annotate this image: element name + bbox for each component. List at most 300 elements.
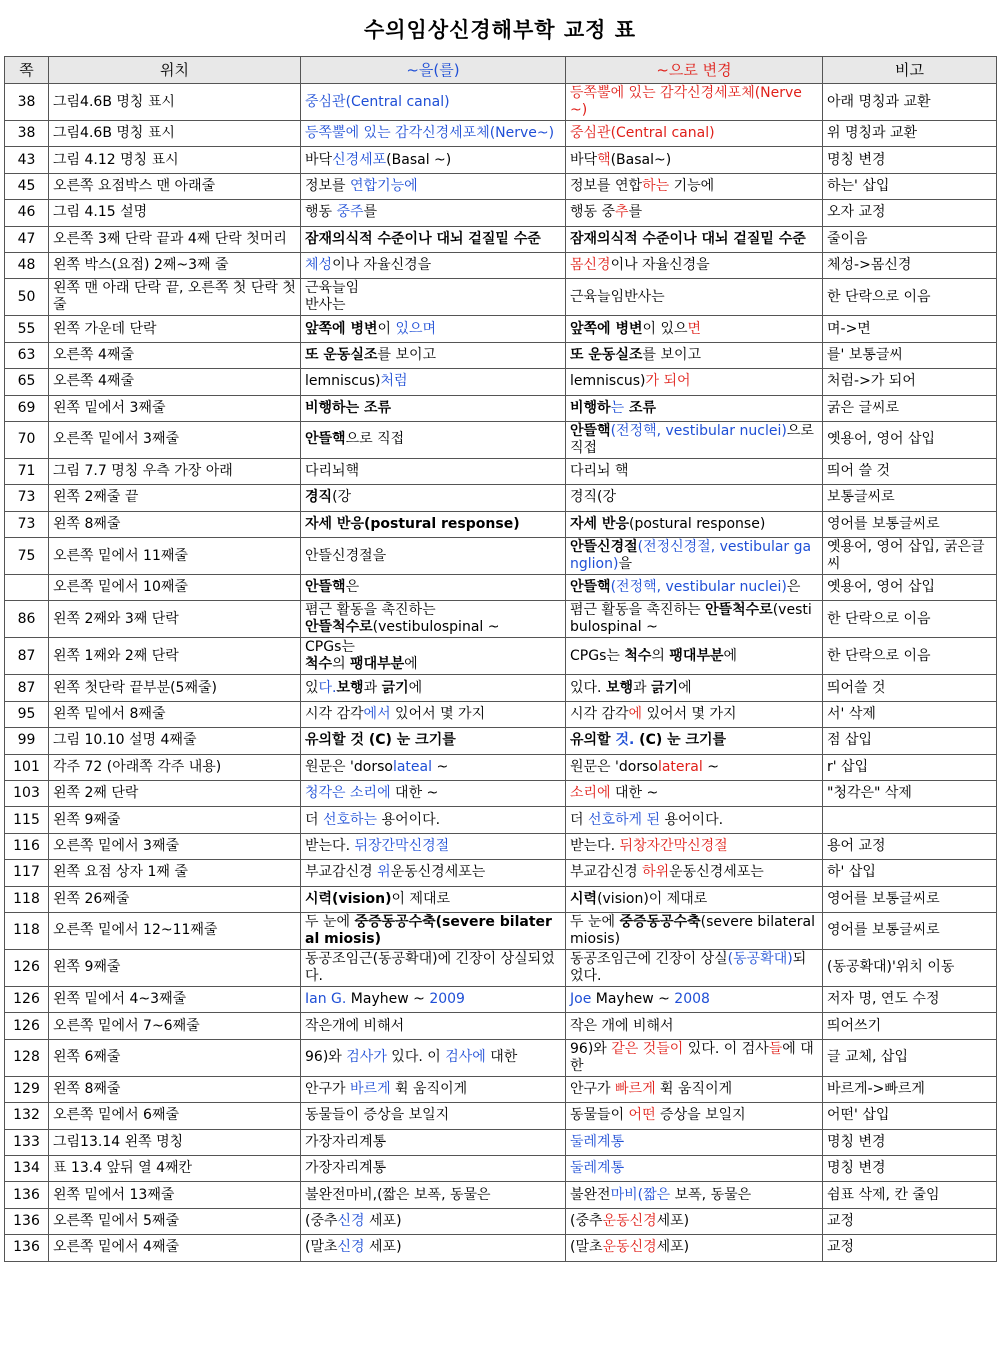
text-run: 중증동공수축(severe bilateral miosis) [305,913,552,947]
text-run: 시각 감각 [570,706,629,723]
cell-location: 그림4.6B 명칭 표시 [49,84,301,121]
text-run: 에 [678,679,692,696]
cell-corrected [566,395,823,421]
cell-location: 각주 72 (아래쪽 각주 내용) [49,754,301,780]
text-run: (vestibulospinal ~ [570,602,812,636]
cell-note: 굵은 글씨로 [823,395,997,421]
text-run: 용어이다. [377,811,441,828]
text-run: 안뜰척수로 [305,619,373,636]
cell-corrected [566,1155,823,1181]
table-row [5,421,997,458]
table-row [5,252,997,278]
cell-original [301,1103,566,1129]
text-run: 들 [768,1040,783,1057]
table-row [5,807,997,833]
table-row [5,485,997,511]
cell-page: 47 [5,226,49,252]
text-run: 어떤 [628,1107,656,1124]
text-run: (말초 [305,1239,338,1256]
text-run: 반사는 [305,297,346,314]
cell-original [301,728,566,754]
cell-original [301,886,566,912]
table-row [5,754,997,780]
text-run: 폄근 활동을 촉진하는 [305,602,436,619]
cell-note: 글 교체, 삽입 [823,1039,997,1076]
header-location: 위치 [49,57,301,84]
text-run: 부교감신경 [305,864,378,881]
cell-note: 명칭 변경 [823,1155,997,1181]
cell-corrected [566,1182,823,1208]
cell-page: 136 [5,1182,49,1208]
cell-location: 왼쪽 밑에서 4~3째줄 [49,986,301,1012]
cell-location: 왼쪽 박스(요점) 2째~3째 줄 [49,252,301,278]
table-row [5,833,997,859]
text-run: 다. [318,679,337,696]
cell-corrected [566,638,823,675]
table-row [5,1103,997,1129]
text-run: 2008 [674,991,710,1008]
table-row [5,1182,997,1208]
text-run: 되었다. [570,950,807,984]
text-run: 보행 [336,679,364,696]
text-run: (전정핵, vestibular nuclei) [610,422,787,439]
table-row [5,1155,997,1181]
text-run: 가장자리계통 [305,1160,387,1177]
table-row [5,1208,997,1234]
text-run: 보폭, 동물은 [670,1186,752,1203]
cell-note: 용어 교정 [823,833,997,859]
text-run: 안뜰척수로 [705,602,773,619]
table-row [5,369,997,395]
text-run: 처럼 [380,373,408,390]
cell-corrected [566,754,823,780]
text-run: 원문은 'dorso [570,758,658,775]
text-run: lemniscus) [305,373,381,390]
cell-location: 그림 7.7 명칭 우측 가장 아래 [49,458,301,484]
cell-corrected [566,1039,823,1076]
text-run: 검사에 [445,1049,486,1066]
cell-location: 그림 10.10 설명 4째줄 [49,728,301,754]
cell-page: 86 [5,601,49,638]
table-row [5,1013,997,1039]
text-run: 은 [786,579,801,596]
table-row [5,986,997,1012]
cell-location: 왼쪽 2째와 3째 단락 [49,601,301,638]
cell-note: 서' 삭제 [823,701,997,727]
table-row [5,701,997,727]
header-corrected: ~으로 변경 [566,57,823,84]
cell-page: 136 [5,1235,49,1261]
text-run: 안구가 [305,1080,351,1097]
text-run: 둘레계통 [570,1160,625,1177]
text-run: 세포) [656,1239,690,1256]
table-row [5,638,997,675]
cell-location: 오른쪽 밑에서 6째줄 [49,1103,301,1129]
cell-location: 왼쪽 첫단락 끝부분(5째줄) [49,675,301,701]
cell-corrected [566,511,823,537]
cell-corrected [566,200,823,226]
cell-note: 저자 명, 연도 수정 [823,986,997,1012]
text-run: 안뜰신경절 [570,539,638,556]
cell-corrected [566,369,823,395]
cell-page: 48 [5,252,49,278]
text-run: 면 [687,320,702,337]
cell-note: 점 삽입 [823,728,997,754]
cell-note: 오자 교정 [823,200,997,226]
text-run: 두 눈에 [570,913,620,930]
text-run: lateral [657,758,703,775]
cell-page: 134 [5,1155,49,1181]
cell-original [301,421,566,458]
text-run: 세포) [656,1212,690,1229]
cell-corrected [566,675,823,701]
text-run: 바닥 [570,151,598,168]
cell-location: 왼쪽 26째줄 [49,886,301,912]
text-run: 신경세포 [332,151,387,168]
text-run: 96)와 [305,1049,347,1066]
text-run: CPGs는 [305,639,355,656]
text-run: 잠재의식적 수준이나 대뇌 겉질밑 수준 [305,230,541,247]
cell-page: 126 [5,986,49,1012]
text-run: 뒤장간막신경절 [354,838,450,854]
text-run: 검사가 [346,1049,387,1066]
cell-location: 오른쪽 밑에서 4째줄 [49,1235,301,1261]
cell-corrected [566,1103,823,1129]
text-run: 자세 반응 [570,515,629,532]
cell-location: 오른쪽 밑에서 5째줄 [49,1208,301,1234]
cell-note: 영어를 보통글씨로 [823,886,997,912]
cell-location: 왼쪽 밑에서 13째줄 [49,1182,301,1208]
header-original: ~을(를) [301,57,566,84]
cell-page: 132 [5,1103,49,1129]
table-row [5,200,997,226]
table-row [5,458,997,484]
cell-note: 옛용어, 영어 삽입, 굵은글씨 [823,538,997,575]
text-run: 안뜰핵 [570,579,611,596]
cell-original [301,638,566,675]
text-run: 동공조임근에 긴장이 상실 [570,950,728,967]
cell-original [301,485,566,511]
text-run: 안뜰핵 [570,422,611,439]
cell-location: 오른쪽 요점박스 맨 아래줄 [49,173,301,199]
text-run: 부교감신경 [570,864,643,881]
text-run: 경직 [305,489,333,506]
text-run: 둘레계통 [570,1133,625,1150]
cell-location: 오른쪽 밑에서 11째줄 [49,538,301,575]
cell-original [301,511,566,537]
cell-original [301,701,566,727]
cell-original [301,860,566,886]
text-run: 를 [628,204,643,221]
cell-page: 69 [5,395,49,421]
cell-note: 쉼표 삭제, 칸 줄임 [823,1182,997,1208]
cell-location: 오른쪽 4째줄 [49,342,301,368]
cell-location: 왼쪽 1째와 2째 단락 [49,638,301,675]
cell-corrected [566,421,823,458]
cell-note: 띄어쓸 것 [823,675,997,701]
cell-original [301,1129,566,1155]
text-run: 척수 [624,647,652,664]
text-run: 긁기 [381,679,409,696]
text-run: (vestibulospinal ~ [372,619,500,636]
table-row [5,781,997,807]
text-run: 시력 [570,890,598,907]
text-run: 빠르게 [615,1080,656,1097]
cell-original [301,807,566,833]
cell-original [301,342,566,368]
text-run: 하위 [642,864,670,881]
cell-location: 오른쪽 3째 단락 끝과 4째 단락 첫머리 [49,226,301,252]
text-run: 대한 [485,1049,518,1066]
text-run: 추 [615,204,629,221]
cell-corrected [566,226,823,252]
text-run: 불완전마비,(짧은 보폭, 동물은 [305,1186,491,1203]
cell-page: 116 [5,833,49,859]
text-run: 다리뇌핵 [305,463,360,480]
text-run: 연합기능에 [350,177,418,194]
cell-note: 위 명칭과 교환 [823,121,997,147]
text-run: (Basal ~) [386,151,452,168]
text-run: 마비(짧은 [610,1186,671,1203]
cell-note: 한 단락으로 이음 [823,279,997,316]
cell-location: 왼쪽 2째 단락 [49,781,301,807]
cell-location: 왼쪽 맨 아래 단락 끝, 오른쪽 첫 단락 첫 줄 [49,279,301,316]
text-run: 소리에 [570,785,611,802]
cell-corrected [566,807,823,833]
cell-corrected [566,601,823,638]
cell-note: 교정 [823,1235,997,1261]
text-run: (전정핵, vestibular nuclei) [610,579,787,596]
text-run: 를 [363,204,378,221]
cell-original [301,949,566,986]
cell-corrected [566,485,823,511]
cell-original [301,173,566,199]
text-run: 의 [332,656,351,673]
text-run: 은 [345,579,360,596]
text-run: 의 [651,647,670,664]
text-run: 에 [723,647,738,664]
text-run: 있어서 몇 가지 [390,706,486,723]
text-run: 있어서 몇 가지 [642,706,737,723]
cell-page: 55 [5,316,49,342]
table-row [5,1039,997,1076]
text-run: 동공조임근(동공확대)에 긴장이 상실되었다. [305,950,555,984]
text-run: 등쪽뿔에 있는 감각신경세포체(Nerve~) [305,125,555,142]
cell-note: 한 단락으로 이음 [823,638,997,675]
text-run: 유의할 [570,732,616,749]
text-run: 있다. [570,679,606,696]
cell-original [301,395,566,421]
table-row [5,395,997,421]
cell-location: 왼쪽 6째줄 [49,1039,301,1076]
text-run: 세포) [364,1239,402,1256]
text-run: 안뜰신경절을 [305,547,387,564]
cell-original [301,1076,566,1102]
cell-original [301,458,566,484]
cell-original [301,84,566,121]
text-run: 체성 [305,257,333,274]
cell-note: 처럼->가 되어 [823,369,997,395]
cell-page: 87 [5,675,49,701]
cell-page: 38 [5,121,49,147]
cell-location: 그림13.14 왼쪽 명칭 [49,1129,301,1155]
cell-corrected [566,728,823,754]
text-run: 척수 [305,656,333,673]
cell-page: 126 [5,949,49,986]
table-row [5,342,997,368]
text-run: 폄근 활동을 촉진하는 [570,602,706,619]
text-run: 신경 [337,1212,365,1229]
text-run: 정보를 [305,177,351,194]
cell-corrected [566,833,823,859]
table-header-row [5,57,997,84]
cell-corrected [566,279,823,316]
text-run: 대한 ~ [610,785,659,802]
text-run: 비행하 [570,399,611,416]
text-run: 대한 ~ [390,785,439,802]
cell-page: 71 [5,458,49,484]
text-run: 불완전 [570,1186,611,1203]
text-run: 청각은 소리에 [305,785,391,802]
cell-corrected [566,1208,823,1234]
cell-corrected [566,316,823,342]
cell-note: 바르게->빠르게 [823,1076,997,1102]
text-run: 증상을 보일지 [655,1107,746,1124]
cell-page: 117 [5,860,49,886]
text-run: 근육늘임반사는 [570,288,665,305]
text-run: 휙 움직이게 [655,1080,733,1097]
cell-corrected [566,1129,823,1155]
text-run: 동물들이 [570,1107,629,1124]
header-page: 쪽 [5,57,49,84]
cell-original [301,538,566,575]
table-row [5,860,997,886]
cell-location: 오른쪽 밑에서 10째줄 [49,575,301,601]
text-run: 원문은 'dorso [305,758,393,775]
cell-location: 오른쪽 4째줄 [49,369,301,395]
text-run: 위 [377,864,391,881]
text-run: Mayhew ~ [591,991,675,1008]
text-run: 을 [618,556,632,573]
text-run: (중추 [570,1212,603,1229]
text-run: 으로 직접 [570,422,814,456]
table-row [5,511,997,537]
text-run: 중심관(Central canal) [305,93,450,110]
cell-corrected [566,342,823,368]
text-run: 를 보이고 [642,346,702,363]
text-run: 중증동공수축 [619,913,701,930]
text-run: 몸신경 [570,257,611,274]
cell-corrected [566,538,823,575]
cell-corrected [566,1235,823,1261]
cell-original [301,675,566,701]
text-run: 정보를 연합 [570,177,643,194]
text-run: (동공확대) [727,950,793,967]
text-run: 바르게 [350,1080,391,1097]
cell-location: 왼쪽 8째줄 [49,511,301,537]
text-run: 근육늘임 [305,280,360,297]
table-row [5,601,997,638]
table-row [5,84,997,121]
cell-location: 왼쪽 9째줄 [49,949,301,986]
text-run: 또 운동실조 [305,346,378,363]
cell-page: 129 [5,1076,49,1102]
cell-page [5,575,49,601]
text-run: 이 제대로 [391,890,451,907]
text-run: 시각 감각 [305,706,364,723]
header-note: 비고 [823,57,997,84]
table-row [5,1076,997,1102]
cell-corrected [566,781,823,807]
cell-note: 한 단락으로 이음 [823,601,997,638]
text-run: 과 [363,679,382,696]
text-run: (말초 [570,1239,603,1256]
text-run: 가 되어 [645,373,691,390]
text-run: 보행 [605,679,634,696]
cell-corrected [566,886,823,912]
cell-corrected [566,147,823,173]
text-run: 는 [610,399,625,416]
table-row [5,279,997,316]
cell-location: 오른쪽 밑에서 3째줄 [49,421,301,458]
text-run: 같은 것들이 [611,1040,684,1057]
table-row [5,316,997,342]
text-run: 행동 중 [570,204,616,221]
cell-original [301,1182,566,1208]
cell-note: 옛용어, 영어 삽입 [823,575,997,601]
cell-location: 왼쪽 9째줄 [49,807,301,833]
cell-original [301,252,566,278]
cell-note: 명칭 변경 [823,1129,997,1155]
text-run: 이나 자율신경을 [332,257,432,274]
errata-table [4,56,997,1262]
cell-page: 126 [5,1013,49,1039]
text-run: 행동 [305,204,337,221]
cell-corrected [566,701,823,727]
text-run: 조류 [624,399,657,416]
text-run: 잠재의식적 수준이나 대뇌 겉질밑 수준 [570,230,806,247]
text-run: 동물들이 증상을 보일지 [305,1107,450,1124]
cell-note: 를' 보통글씨 [823,342,997,368]
cell-original [301,279,566,316]
cell-note: 며->면 [823,316,997,342]
cell-corrected [566,121,823,147]
cell-corrected [566,575,823,601]
table-row [5,912,997,949]
text-run: ~ [432,758,449,775]
text-run: (강 [332,489,352,506]
text-run: Mayhew ~ [346,991,430,1008]
cell-page: 73 [5,511,49,537]
cell-corrected [566,252,823,278]
text-run: 팽대부분 [350,656,405,673]
text-run: 있 [305,679,319,696]
text-run: 에 [404,656,418,673]
text-run: 자세 반응(postural response) [305,515,520,532]
text-run: 휙 움직이게 [390,1080,468,1097]
cell-page: 128 [5,1039,49,1076]
text-run: 과 [633,679,651,696]
cell-page: 43 [5,147,49,173]
cell-page: 73 [5,485,49,511]
cell-location: 표 13.4 앞뒤 열 4째칸 [49,1155,301,1181]
table-row [5,1235,997,1261]
text-run: 있다. 이 [386,1049,446,1066]
cell-note: 하는' 삽입 [823,173,997,199]
cell-location: 그림 4.12 명칭 표시 [49,147,301,173]
cell-page: 115 [5,807,49,833]
text-run: 운동신경 [602,1212,657,1229]
